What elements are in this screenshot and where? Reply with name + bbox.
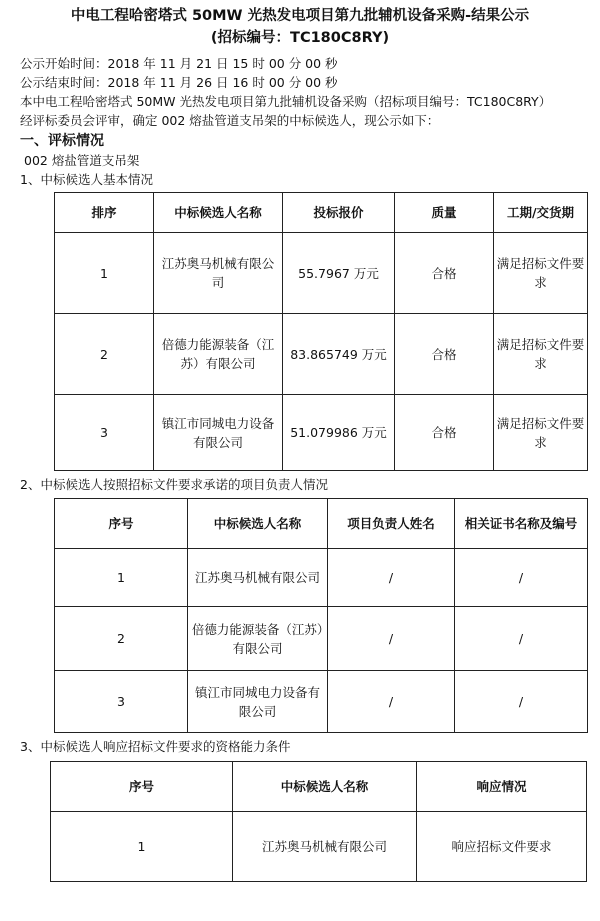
table-row xyxy=(55,395,588,471)
column-header: 相关证书名称及编号 xyxy=(455,499,588,549)
column-header: 中标候选人名称 xyxy=(233,762,417,812)
publicity-end-time: 公示结束时间：2018 年 11 月 26 日 16 时 00 分 00 秒 xyxy=(20,75,338,90)
period-cell: 满足招标文件要求 xyxy=(494,395,588,471)
table-row xyxy=(55,549,588,607)
quality-cell: 合格 xyxy=(395,233,494,314)
table-row xyxy=(55,314,588,395)
lot-title: 002 熔盐管道支吊架 xyxy=(24,153,140,168)
bid-price-cell: 51.079986 万元 xyxy=(283,395,395,471)
column-header: 响应情况 xyxy=(417,762,587,812)
serial-cell: 2 xyxy=(55,607,188,671)
certificate-cell: / xyxy=(455,549,588,607)
candidates-basic-table xyxy=(54,192,588,471)
candidate-name-cell: 倍德力能源装备（江苏）有限公司 xyxy=(188,607,328,671)
table2-heading: 2、中标候选人按照招标文件要求承诺的项目负责人情况 xyxy=(20,477,328,492)
table-row xyxy=(51,812,587,882)
column-header: 中标候选人名称 xyxy=(188,499,328,549)
certificate-cell: / xyxy=(455,607,588,671)
candidate-name-cell: 江苏奥马机械有限公司 xyxy=(233,812,417,882)
manager-name-cell: / xyxy=(328,549,455,607)
candidate-name-cell: 江苏奥马机械有限公司 xyxy=(154,233,283,314)
column-header: 中标候选人名称 xyxy=(154,193,283,233)
table-row xyxy=(55,671,588,733)
manager-name-cell: / xyxy=(328,607,455,671)
candidate-name-cell: 倍德力能源装备（江苏）有限公司 xyxy=(154,314,283,395)
table-header-row xyxy=(55,193,588,233)
intro-paragraph-line2: 经评标委员会评审，确定 002 熔盐管道支吊架的中标候选人，现公示如下： xyxy=(20,113,440,128)
rank-cell: 2 xyxy=(55,314,154,395)
table-header-row xyxy=(51,762,587,812)
serial-cell: 1 xyxy=(51,812,233,882)
quality-cell: 合格 xyxy=(395,395,494,471)
period-cell: 满足招标文件要求 xyxy=(494,233,588,314)
page-title: 中电工程哈密塔式 50MW 光热发电项目第九批辅机设备采购-结果公示 xyxy=(70,8,530,24)
column-header: 序号 xyxy=(55,499,188,549)
column-header: 工期/交货期 xyxy=(494,193,588,233)
qualification-response-table xyxy=(50,761,587,882)
intro-paragraph-line1: 本中电工程哈密塔式 50MW 光热发电项目第九批辅机设备采购（招标项目编号：TC180C8RY） xyxy=(20,94,552,109)
column-header: 排序 xyxy=(55,193,154,233)
column-header: 序号 xyxy=(51,762,233,812)
project-manager-table xyxy=(54,498,588,733)
column-header: 项目负责人姓名 xyxy=(328,499,455,549)
table-row xyxy=(55,607,588,671)
rank-cell: 1 xyxy=(55,233,154,314)
document-header xyxy=(0,4,600,50)
serial-cell: 1 xyxy=(55,549,188,607)
table-row xyxy=(55,233,588,314)
table1-heading: 1、中标候选人基本情况 xyxy=(20,172,153,187)
table-header-row xyxy=(55,499,588,549)
table3-heading: 3、中标候选人响应招标文件要求的资格能力条件 xyxy=(20,739,291,754)
candidate-name-cell: 镇江市同城电力设备有限公司 xyxy=(188,671,328,733)
bid-price-cell: 83.865749 万元 xyxy=(283,314,395,395)
bid-price-cell: 55.7967 万元 xyxy=(283,233,395,314)
candidate-name-cell: 镇江市同城电力设备有限公司 xyxy=(154,395,283,471)
serial-cell: 3 xyxy=(55,671,188,733)
column-header: 投标报价 xyxy=(283,193,395,233)
certificate-cell: / xyxy=(455,671,588,733)
response-cell: 响应招标文件要求 xyxy=(417,812,587,882)
period-cell: 满足招标文件要求 xyxy=(494,314,588,395)
candidate-name-cell: 江苏奥马机械有限公司 xyxy=(188,549,328,607)
publicity-start-time: 公示开始时间：2018 年 11 月 21 日 15 时 00 分 00 秒 xyxy=(20,56,338,71)
rank-cell: 3 xyxy=(55,395,154,471)
quality-cell: 合格 xyxy=(395,314,494,395)
column-header: 质量 xyxy=(395,193,494,233)
section-title-evaluation: 一、评标情况 xyxy=(20,133,104,149)
manager-name-cell: / xyxy=(328,671,455,733)
tender-number: (招标编号：TC180C8RY) xyxy=(210,30,390,46)
